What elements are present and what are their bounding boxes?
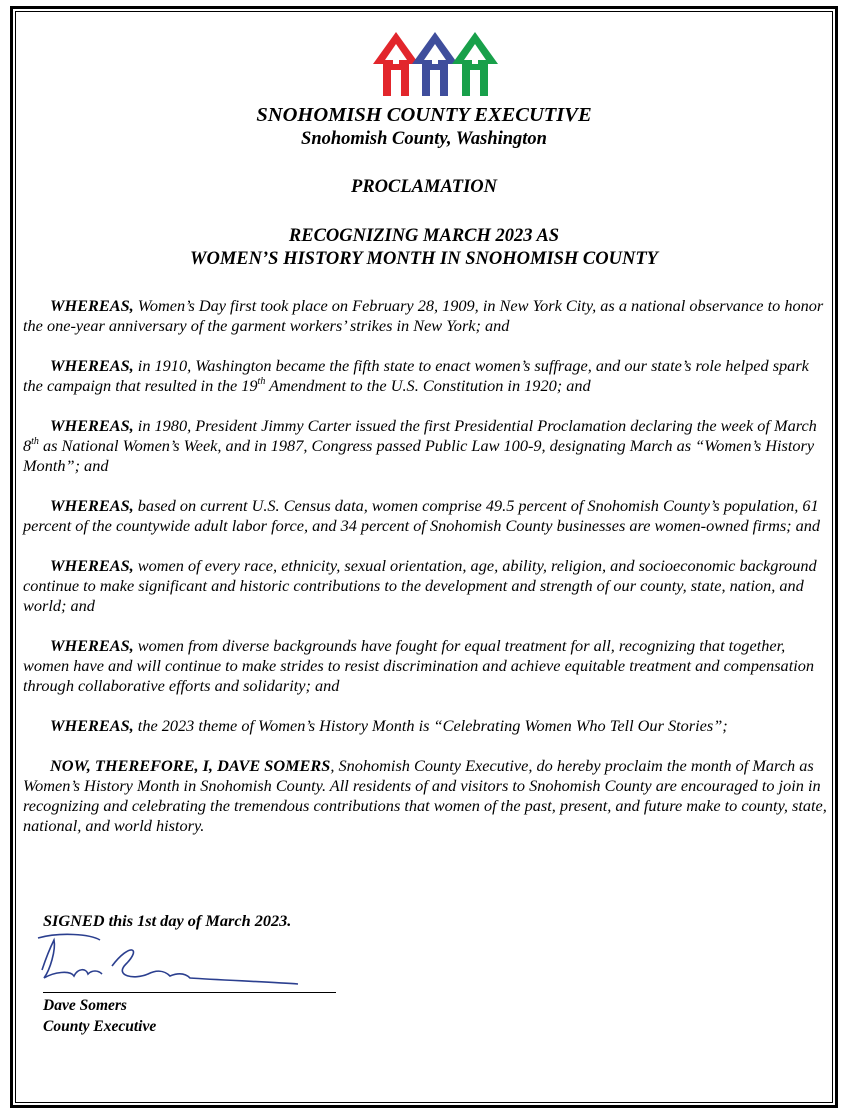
three-trees-logo-icon [371,30,501,98]
heading-line-2: WOMEN’S HISTORY MONTH IN SNOHOMISH COUNTY [190,249,658,269]
signer-title: County Executive [43,1018,157,1035]
whereas-paragraph: WHEREAS, women from diverse backgrounds have fought for equal treatment for all, recognizing that together, women have and will continue to make strides to resist discrimination and achieve equitable treatment and compensation through collaborative efforts and solidarity; and [23,636,815,695]
whereas-paragraph: WHEREAS, Women’s Day first took place on February 28, 1909, in New York City, as a national observance to honor the one-year anniversary of the garment workers’ strikes in New York; and [23,296,824,335]
page-title: SNOHOMISH COUNTY EXECUTIVE [256,104,592,126]
whereas-paragraph: WHEREAS, women of every race, ethnicity, sexual orientation, age, ability, religion, and socioeconomic background continue to make significant and historic contributions to the development and strength of our county, state, nation, and world; and [23,556,817,615]
signed-date-line: SIGNED this 1st day of March 2023. [43,911,292,930]
signature-line [43,992,336,993]
page-subtitle: Snohomish County, Washington [301,129,547,149]
heading-line-1: RECOGNIZING MARCH 2023 AS [288,226,560,246]
signer-block [43,995,156,1037]
signer-name: Dave Somers [43,997,127,1014]
handwritten-signature [30,930,340,996]
proclamation-body [23,296,829,856]
whereas-paragraph: WHEREAS, the 2023 theme of Women’s History Month is “Celebrating Women Who Tell Our Stories”; [50,716,728,735]
proclamation-paragraph: NOW, THEREFORE, I, DAVE SOMERS, Snohomish County Executive, do hereby proclaim the month of March as Women’s History Month in Snohomish County. All residents of and visitors to Snohomish County are encouraged to join in recognizing and celebrating the tremendous contributions that women of the past, present, and future make to county, state, national, and world history. [23,756,827,835]
whereas-paragraph: WHEREAS, in 1980, President Jimmy Carter issued the first Presidential Proclamation declaring the week of March 8th as National Women’s Week, and in 1987, Congress passed Public Law 100-9, designating March as “Women’s History Month”; and [23,416,817,475]
document-type: PROCLAMATION [351,177,497,197]
whereas-paragraph: WHEREAS, in 1910, Washington became the fifth state to enact women’s suffrage, and our state’s role helped spark the campaign that resulted in the 19th Amendment to the U.S. Constitution in 1920; and [23,356,809,395]
whereas-paragraph: WHEREAS, based on current U.S. Census data, women comprise 49.5 percent of Snohomish County’s population, 61 percent of the countywide adult labor force, and 34 percent of Snohomish County businesses are women-owned firms; and [23,496,821,535]
